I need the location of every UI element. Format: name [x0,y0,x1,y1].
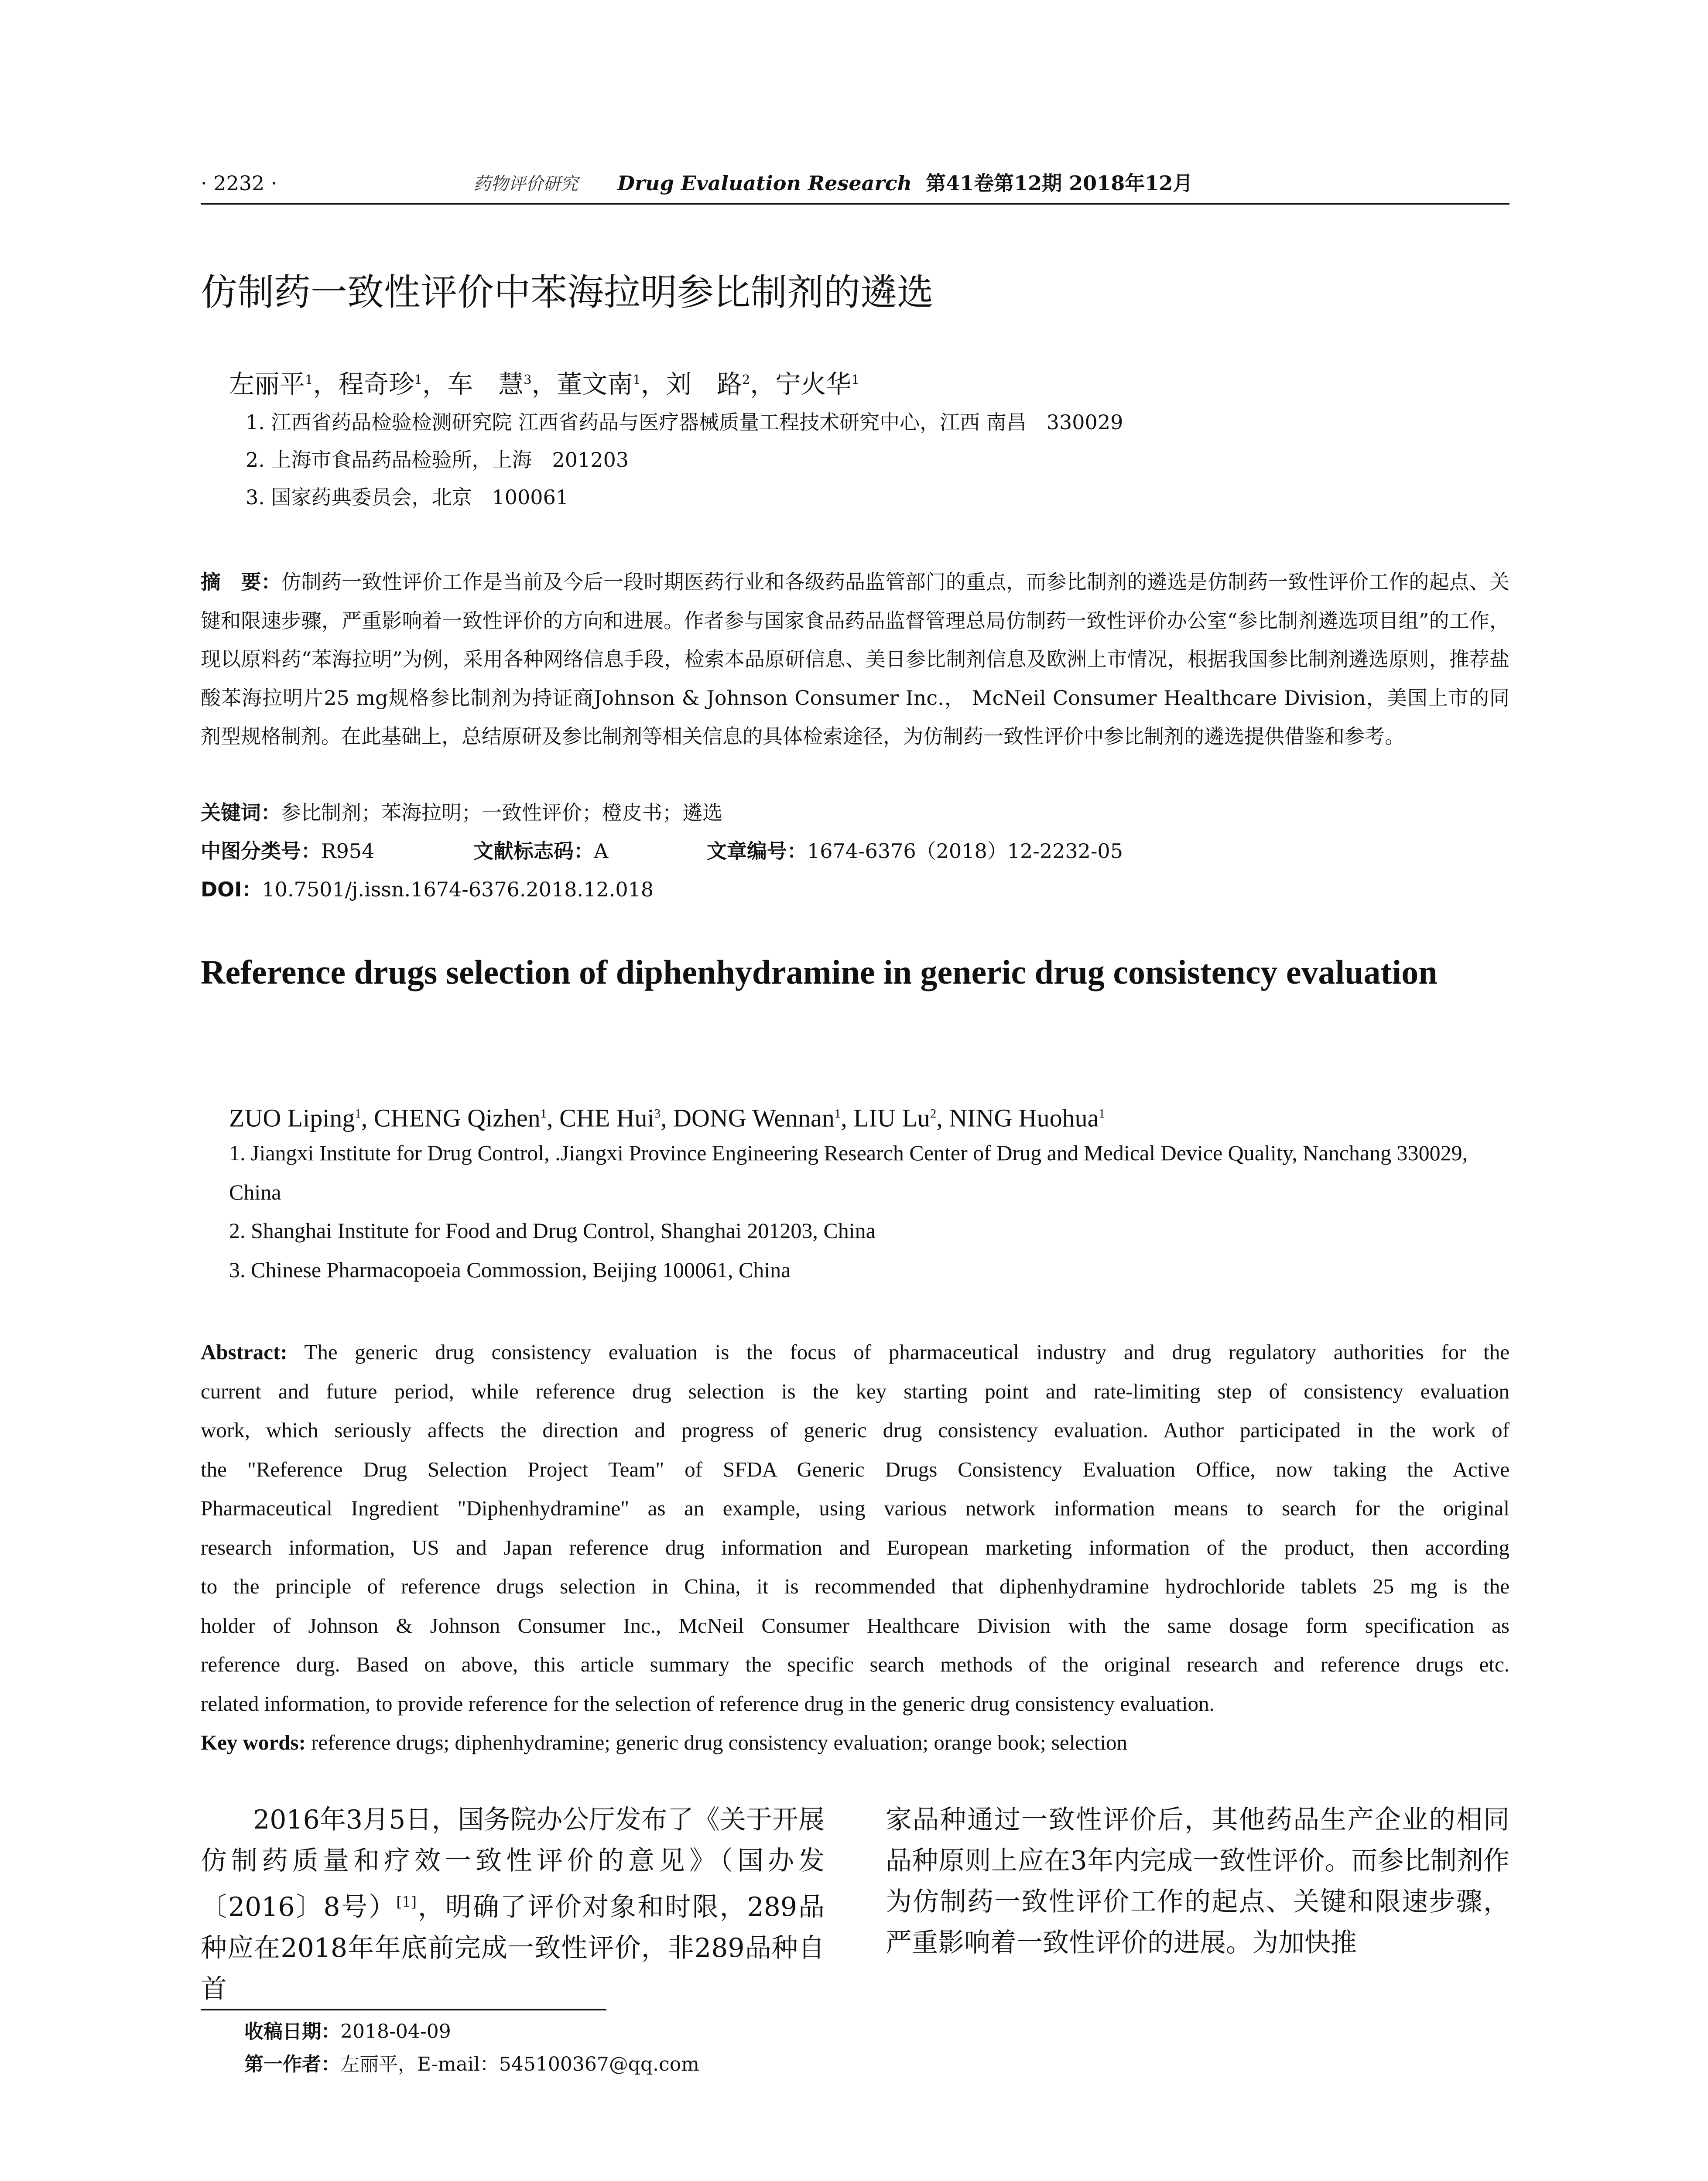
journal-name-en: Drug Evaluation Research [617,171,912,195]
author-cn-name: 刘 路 [666,369,742,399]
authors-cn [229,362,859,401]
author-cn-affiliation-mark: 1 [633,372,641,387]
doi-value: 10.7501/j.issn.1674-6376.2018.12.018 [262,878,654,901]
doc-code [473,832,608,870]
author-en-affiliation-mark: 3 [654,1107,661,1121]
author-en-affiliation-mark: 2 [930,1107,937,1121]
abstract-en-text-1: The generic drug consistency evaluation is the focus of pharmaceutical industry and drug regulatory authorities for the [287,1340,1509,1364]
abstract-en-line-2: current and future period, while reference drug selection is the key starting point and rate-limiting step of consistency evaluation [201,1379,1509,1403]
article-title-cn: 仿制药一致性评价中苯海拉明参比制剂的遴选 [201,271,934,314]
received-label: 收稿日期： [244,2020,340,2043]
first-author-label: 第一作者： [244,2053,340,2075]
abstract-en-line-5: Pharmaceutical Ingredient "Diphenhydramine" as an example, using various network information means to search for the original [201,1496,1509,1520]
abstract-en-line-4: the "Reference Drug Selection Project Team" of SFDA Generic Drugs Consistency Evaluation Office, now taking the Active [201,1457,1509,1481]
journal-citation [617,168,1193,198]
author-cn-affiliation-mark: 3 [523,372,532,387]
author-en-separator: , [361,1104,374,1132]
author-cn-separator: ， [531,369,557,399]
citation-ref[interactable]: [1] [396,1893,417,1910]
keywords-en [201,1723,1127,1762]
header-rule [201,203,1509,205]
doi [201,871,654,908]
keywords-cn-text: 参比制剂；苯海拉明；一致性评价；橙皮书；遴选 [281,801,722,824]
keywords-en-label: Key words: [201,1730,306,1754]
affiliation-cn-3: 3. 国家药典委员会，北京 100061 [246,485,569,509]
journal-issue: 第41卷第12期 2018年12月 [926,171,1193,195]
author-en-separator: , [841,1104,854,1132]
abstract-cn [201,563,1509,756]
doi-label: DOI： [201,878,262,901]
body-column-left [201,1799,825,2010]
abstract-en-line-8: holder of Johnson & Johnson Consumer Inc., McNeil Consumer Healthcare Division with the same dosage form specification as [201,1614,1509,1637]
author-en-name: CHENG Qizhen [373,1104,541,1132]
abstract-en-line-7: to the principle of reference drugs selection in China, it is recommended that diphenhydramine hydrochloride tablets 25 mg is the [201,1574,1509,1598]
abstract-cn-text: 仿制药一致性评价工作是当前及今后一段时期医药行业和各级药品监管部门的重点，而参比制剂的遴选是仿制药一致性评价工作的起点、关键和限速步骤，严重影响着一致性评价的方向和进展。作者参与国家食品药品监督管理总局仿制药一致性评价办公室“参比制剂遴选项目组”的工作，现以原料药“苯海拉明”为例，采用各种网络信息手段，检索本品原研信息、美日参比制剂信息及欧洲上市情况，根据我国参比制剂遴选原则，推荐盐酸苯海拉明片25 mg规格参比制剂为持证商Johnson & Johnson Consumer Inc.， McNeil Consumer Healthcare Division，美国上市的同剂型规格制剂。在此基础上，总结原研及参比制剂等相关信息的具体检索途径，为仿制药一致性评价中参比制剂的遴选提供借鉴和参考。 [201,570,1509,748]
running-header [201,168,1509,198]
affiliation-cn-1: 1. 江西省药品检验检测研究院 江西省药品与医疗器械质量工程技术研究中心，江西 南昌 330029 [246,410,1123,434]
author-en-affiliation-mark: 1 [540,1107,547,1121]
article-number-value: 1674-6376（2018）12-2232-05 [807,839,1123,863]
abstract-en-line-1 [201,1333,1509,1372]
author-cn-separator: ， [640,369,666,399]
author-cn-name: 宁火华 [775,369,852,399]
journal-logo-text: 药物评价研究 [473,174,578,193]
author-en-affiliation-mark: 1 [834,1107,841,1121]
author-cn-affiliation-mark: 2 [742,372,750,387]
doc-code-label: 文献标志码： [473,839,594,863]
affiliation-en-2: 2. Shanghai Institute for Food and Drug Control, Shanghai 201203, China [229,1218,876,1243]
author-cn-name: 程奇珍 [338,369,414,399]
author-cn-affiliation-mark: 1 [305,372,313,387]
body-left-part1: 2016年3月5日，国务院办公厅发布了《关于开展仿制药质量和疗效一致性评价的意见》（国办发〔2016〕8号） [201,1805,825,1922]
author-en-affiliation-mark: 1 [1099,1107,1105,1121]
author-en-name: NING Huohua [949,1104,1099,1132]
author-en-separator: , [661,1104,674,1132]
footnote-received [244,2015,451,2048]
body-left-part2: ，明确了评价对象和时限，289品种应在2018年年底前完成一致性评价，非289品种自首 [201,1892,825,2004]
author-cn-separator: ， [750,369,776,399]
author-en-separator: , [547,1104,560,1132]
received-value: 2018-04-09 [340,2020,451,2043]
article-number-label: 文章编号： [707,839,807,863]
author-en-separator: , [936,1104,949,1132]
author-cn-separator: ， [422,369,448,399]
affiliation-cn-2: 2. 上海市食品药品检验所，上海 201203 [246,448,629,472]
keywords-cn-label: 关键词： [201,801,281,824]
author-en-name: ZUO Liping [229,1104,355,1132]
doc-code-value: A [594,839,609,863]
keywords-en-text: reference drugs; diphenhydramine; generic drug consistency evaluation; orange book; selection [305,1730,1127,1754]
page-number: · 2232 · [201,171,277,195]
affiliation-en-1: 1. Jiangxi Institute for Drug Control, .Jiangxi Province Engineering Research Center of Drug and Medical Device Quality, Nanchang 330029, China [229,1141,1468,1204]
author-cn-name: 左丽平 [229,369,305,399]
author-cn-affiliation-mark: 1 [414,372,422,387]
journal-logo [473,173,591,193]
author-cn-name: 车 慧 [447,369,524,399]
author-en-affiliation-mark: 1 [355,1107,361,1121]
author-en-name: LIU Lu [853,1104,930,1132]
article-number [707,832,1123,870]
authors-en [229,1094,1105,1138]
author-cn-name: 董文南 [557,369,633,399]
abstract-en-line-10: related information, to provide reference for the selection of reference drug in the generic drug consistency evaluation. [201,1692,1215,1716]
clc-value: R954 [321,839,375,863]
classification-row [201,832,374,870]
author-cn-separator: ， [313,369,339,399]
author-cn-affiliation-mark: 1 [851,372,859,387]
author-en-name: CHE Hui [559,1104,654,1132]
abstract-en-label: Abstract: [201,1340,288,1364]
abstract-en-line-3: work, which seriously affects the direction and progress of generic drug consistency evaluation. Author participated in the work of [201,1418,1509,1442]
abstract-cn-label: 摘 要： [201,570,281,594]
footnote-first-author [244,2048,699,2081]
author-en-name: DONG Wennan [673,1104,835,1132]
clc-label: 中图分类号： [201,839,321,863]
first-author-value: 左丽平，E-mail：545100367@qq.com [340,2053,700,2075]
body-column-right: 家品种通过一致性评价后，其他药品生产企业的相同品种原则上应在3年内完成一致性评价。而参比制剂作为仿制药一致性评价工作的起点、关键和限速步骤，严重影响着一致性评价的进展。为加快推 [886,1805,1509,1958]
article-title-en: Reference drugs selection of diphenhydramine in generic drug consistency evaluation [201,953,1438,991]
footnote-rule [201,2009,606,2010]
affiliation-en-3: 3. Chinese Pharmacopoeia Commossion, Beijing 100061, China [229,1258,791,1282]
abstract-en-line-6: research information, US and Japan reference drug information and European marketing information of the product, then according [201,1535,1509,1559]
keywords-cn [201,794,722,831]
abstract-en-line-9: reference durg. Based on above, this article summary the specific search methods of the original research and reference drugs etc. [201,1652,1509,1676]
